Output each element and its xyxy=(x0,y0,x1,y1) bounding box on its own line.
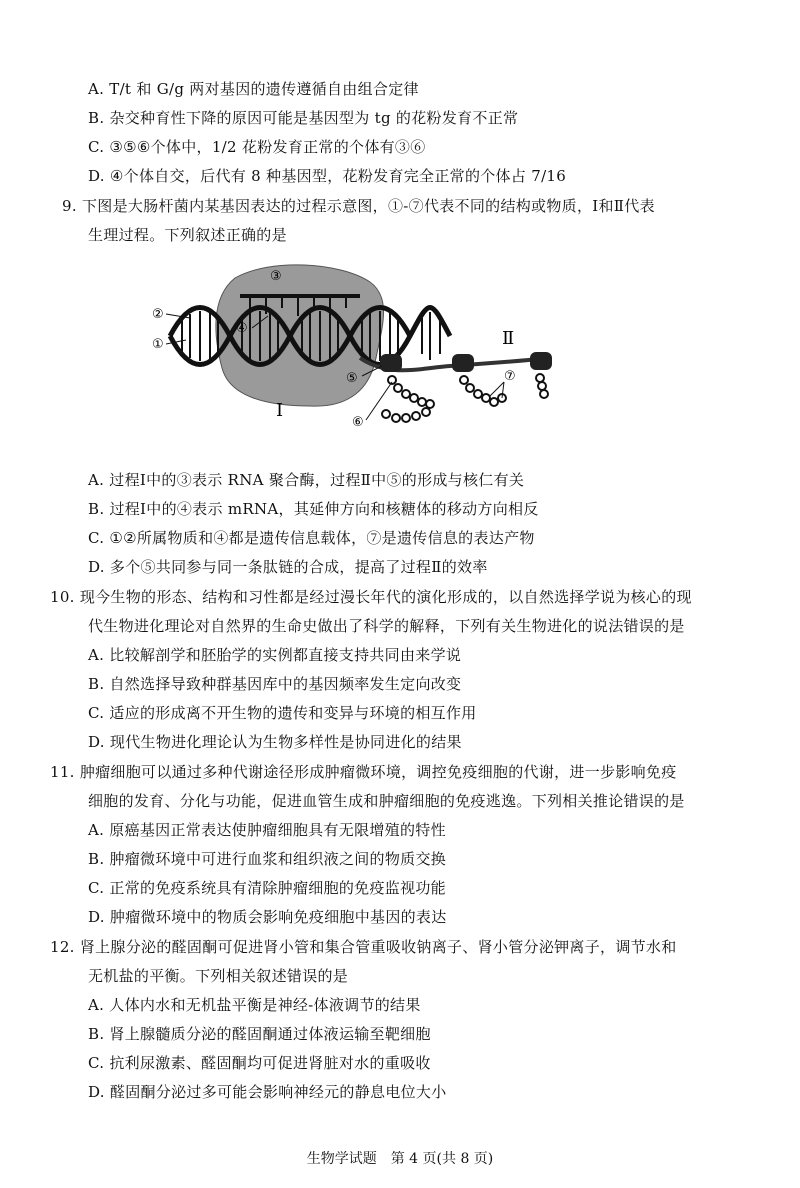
peptide-chain-3 xyxy=(536,374,548,398)
q12-stem-line1: 12. 肾上腺分泌的醛固酮可促进肾小管和集合管重吸收钠离子、肾小管分泌钾离子，调节水和 xyxy=(50,938,677,956)
q10-stem-line2: 代生物进化理论对自然界的生命史做出了科学的解释，下列有关生物进化的说法错误的是 xyxy=(88,617,685,635)
peptide-chain-2 xyxy=(460,376,506,406)
q8-option-a: A. T/t 和 G/g 两对基因的遗传遵循自由组合定律 xyxy=(88,80,419,98)
q10-option-c: C. 适应的形成离不开生物的遗传和变异与环境的相互作用 xyxy=(88,704,477,722)
q11-stem-line1: 11. 肿瘤细胞可以通过多种代谢途径形成肿瘤微环境，调控免疫细胞的代谢，进一步影响免疫 xyxy=(50,763,677,781)
q10-option-b: B. 自然选择导致种群基因库中的基因频率发生定向改变 xyxy=(88,675,462,693)
q9-option-d: D. 多个⑤共同参与同一条肽链的合成，提高了过程Ⅱ的效率 xyxy=(88,558,488,576)
q8-option-c: C. ③⑤⑥个体中，1/2 花粉发育正常的个体有③⑥ xyxy=(88,138,426,156)
q8-option-d: D. ④个体自交，后代有 8 种基因型，花粉发育完全正常的个体占 7/16 xyxy=(88,167,567,185)
ribosome-2 xyxy=(452,354,474,372)
label-process-1: Ⅰ xyxy=(276,400,284,421)
label-4: ④ xyxy=(236,321,248,336)
q11-option-c: C. 正常的免疫系统具有清除肿瘤细胞的免疫监视功能 xyxy=(88,879,446,897)
q12-option-c: C. 抗利尿激素、醛固酮均可促进肾脏对水的重吸收 xyxy=(88,1054,431,1072)
q8-option-b: B. 杂交种育性下降的原因可能是基因型为 tg 的花粉发育不正常 xyxy=(88,109,519,127)
q9-option-c: C. ①②所属物质和④都是遗传信息载体，⑦是遗传信息的表达产物 xyxy=(88,529,535,547)
q12-option-a: A. 人体内水和无机盐平衡是神经-体液调节的结果 xyxy=(88,996,421,1014)
q9-option-a: A. 过程Ⅰ中的③表示 RNA 聚合酶，过程Ⅱ中⑤的形成与核仁有关 xyxy=(88,471,525,489)
label-6: ⑥ xyxy=(352,415,364,430)
label-5: ⑤ xyxy=(346,371,358,386)
q11-stem-line2: 细胞的发育、分化与功能，促进血管生成和肿瘤细胞的免疫逃逸。下列相关推论错误的是 xyxy=(88,792,685,810)
q9-stem-line2: 生理过程。下列叙述正确的是 xyxy=(88,226,287,244)
q12-option-b: B. 肾上腺髓质分泌的醛固酮通过体液运输至靶细胞 xyxy=(88,1025,431,1043)
q9-option-b: B. 过程Ⅰ中的④表示 mRNA，其延伸方向和核糖体的移动方向相反 xyxy=(88,500,539,518)
ribosome-3 xyxy=(530,352,552,370)
label-1-top: ② xyxy=(152,307,164,322)
q10-stem-line1: 10. 现今生物的形态、结构和习性都是经过漫长年代的演化形成的，以自然选择学说为核心的现 xyxy=(50,588,692,606)
q11-option-d: D. 肿瘤微环境中的物质会影响免疫细胞中基因的表达 xyxy=(88,908,447,926)
q12-stem-line2: 无机盐的平衡。下列相关叙述错误的是 xyxy=(88,967,349,985)
label-2: ① xyxy=(152,337,164,352)
q11-option-a: A. 原癌基因正常表达使肿瘤细胞具有无限增殖的特性 xyxy=(88,821,446,839)
label-3: ③ xyxy=(270,269,282,284)
peptide-chain-1 xyxy=(382,376,434,422)
q10-option-a: A. 比较解剖学和胚胎学的实例都直接支持共同由来学说 xyxy=(88,646,462,664)
q10-option-d: D. 现代生物进化理论认为生物多样性是协同进化的结果 xyxy=(88,733,462,751)
ribosome-1 xyxy=(380,354,402,372)
label-7: ⑦ xyxy=(504,369,516,384)
q9-stem-line1: 9. 下图是大肠杆菌内某基因表达的过程示意图，①-⑦代表不同的结构或物质，Ⅰ和Ⅱ代表 xyxy=(62,197,655,215)
q12-option-d: D. 醛固酮分泌过多可能会影响神经元的静息电位大小 xyxy=(88,1083,447,1101)
page-footer: 生物学试题 第 4 页(共 8 页) xyxy=(306,1151,494,1167)
q11-option-b: B. 肿瘤微环境中可进行血浆和组织液之间的物质交换 xyxy=(88,850,447,868)
label-process-2: Ⅱ xyxy=(502,328,515,349)
gene-expression-diagram xyxy=(130,258,560,436)
